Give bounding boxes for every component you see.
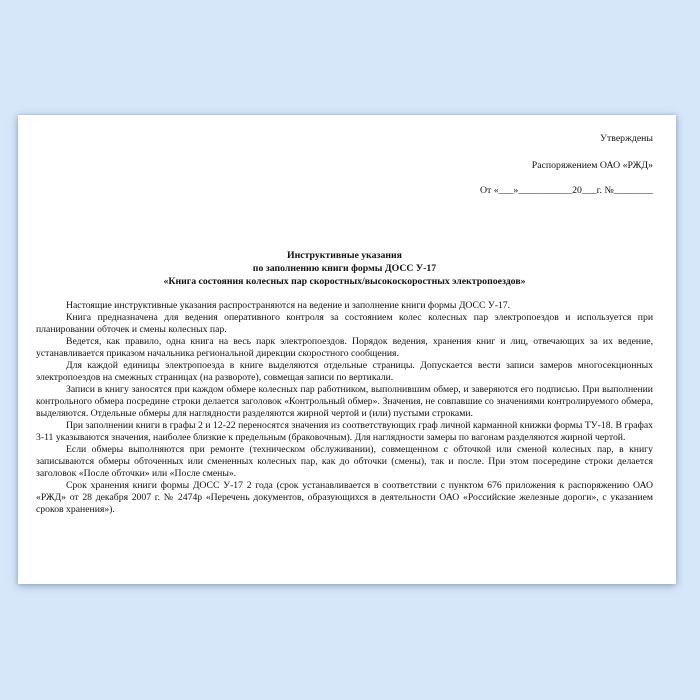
paragraph: Для каждой единицы электропоезда в книге выделяются отдельные страницы. Допускается вести записи замеров многосекционных электропоездов на смежных страницах (на развороте), совмещая записи по вертикали. bbox=[36, 360, 653, 383]
approval-line-approved: Утверждены bbox=[600, 133, 653, 144]
paragraph: Срок хранения книги формы ДОСС У-17 2 года (срок устанавливается в соответствии с пунктом 676 приложения к распоряжению ОАО «РЖД» от 28 декабря 2007 г. № 2474р «Перечень документов, образующихся в деятельности ОАО «Российские железные дороги», с указанием сроков хранения»). bbox=[36, 480, 653, 515]
document-title bbox=[36, 249, 653, 288]
paragraph: Записи в книгу заносятся при каждом обмере колесных пар работником, выполнившим обмер, и заверяются его подписью. При выполнении контрольного обмера посредине строки делается заголовок «Контрольный обмер». Значения, не совпавшие со значениями контролируемого обмера, выделяются. Отдельные обмеры для наглядности разделяются жирной чертой и (или) пустыми строками. bbox=[36, 384, 653, 419]
approval-line-order: Распоряжением ОАО «РЖД» bbox=[531, 160, 653, 171]
title-line-3: «Книга состояния колесных пар скоростных/высокоскоростных электропоездов» bbox=[163, 276, 526, 287]
approval-block bbox=[36, 133, 653, 197]
approval-line-date-number: От «___»___________20___г. №________ bbox=[479, 185, 653, 196]
document-page bbox=[18, 115, 676, 584]
paragraph: Книга предназначена для ведения оперативного контроля за состоянием колес колесных пар электропоездов и используется при планировании обточек и смены колесных пар. bbox=[36, 312, 653, 335]
paragraph: При заполнении книги в графы 2 и 12-22 переносятся значения из соответствующих граф личной карманной книжки формы ТУ-18. В графах 3-11 указываются значения, наиболее близкие к предельным (браковочным). Для наглядности замеры по вагонам разделяются жирной чертой. bbox=[36, 420, 653, 443]
paragraph: Настоящие инструктивные указания распространяются на ведение и заполнение книги формы ДОСС У-17. bbox=[66, 300, 511, 311]
document-body bbox=[36, 300, 653, 516]
title-line-2: по заполнению книги формы ДОСС У-17 bbox=[252, 263, 437, 274]
title-line-1: Инструктивные указания bbox=[287, 250, 402, 261]
paragraph: Если обмеры выполняются при ремонте (техническом обслуживании), совмещенном с обточкой или сменой колесных пар, в книгу записываются обмеры обточенных или смененных колесных пар, как до обточки (смены), так и после. При этом посередине строки делается заголовок «После обточки» или «После смены». bbox=[36, 444, 653, 479]
paragraph: Ведется, как правило, одна книга на весь парк электропоездов. Порядок ведения, хранения книг и лиц, отвечающих за их ведение, устанавливается приказом начальника региональной дирекции скоростного сообщения. bbox=[36, 336, 653, 359]
